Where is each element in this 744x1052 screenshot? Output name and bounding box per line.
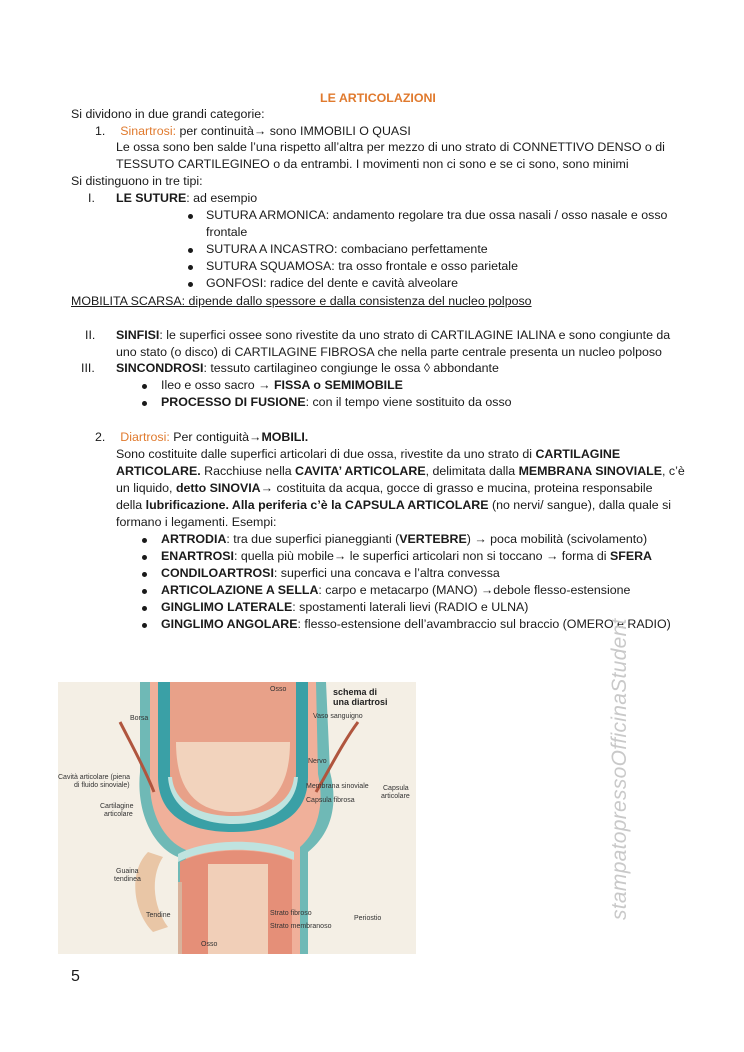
arrow-icon: →: [253, 124, 267, 138]
list-item: GINGLIMO ANGOLARE: flesso-estensione dell’avambraccio sul braccio (OMERO e RADIO): [161, 617, 671, 631]
diartrosi-heading: 2. Diartrosi: Per contiguità→MOBILI.: [95, 430, 309, 444]
figure-label: Osso: [270, 686, 287, 693]
list-item: ARTICOLAZIONE A SELLA: carpo e metacarpo (MANO) →debole flesso-estensione: [161, 583, 631, 597]
figure-label: Capsula: [383, 785, 409, 792]
bullet: [188, 282, 193, 287]
list-item: GINGLIMO LATERALE: spostamenti laterali lievi (RADIO e ULNA): [161, 600, 529, 614]
bullet: [188, 248, 193, 253]
arrow-icon: →: [249, 430, 262, 444]
figure-label: Vaso sanguigno: [313, 713, 363, 720]
figure-label: Tendine: [146, 912, 171, 919]
list-number: 1.: [95, 124, 106, 138]
suture-heading: LE SUTURE: ad esempio: [116, 191, 258, 205]
mobilita-note: MOBILITA SCARSA: dipende dallo spessore e dalla consistenza del nucleo polposo: [71, 294, 532, 308]
bullet: [142, 555, 147, 560]
figure-label: Borsa: [130, 715, 149, 722]
distinguono-text: Si distinguono in tre tipi:: [71, 174, 203, 188]
bullet: [142, 589, 147, 594]
sinartrosi-heading: 1. Sinartrosi: per continuità→ sono IMMOBILI O QUASI: [95, 124, 411, 138]
figure-label: articolare: [381, 793, 410, 800]
diartrosi-line-5: formano i legamenti. Esempi:: [116, 515, 277, 529]
figure-label: Capsula fibrosa: [306, 797, 355, 804]
arrow-icon: →: [258, 378, 271, 392]
intro-text: Si dividono in due grandi categorie:: [71, 107, 265, 121]
page-title: LE ARTICOLAZIONI: [320, 91, 436, 105]
list-item: Ileo e osso sacro → FISSA o SEMIMOBILE: [161, 378, 403, 392]
list-number: I.: [88, 191, 95, 205]
diartrosi-line-3: un liquido, detto SINOVIA→ costituita da acqua, gocce di grasso e mucina, proteina responsabile: [116, 481, 653, 495]
figure-label: Strato fibroso: [270, 910, 312, 917]
figure-label: Guaina: [116, 868, 139, 875]
diartrosi-line-1: Sono costituite dalle superfici articolari di due ossa, rivestite da uno strato di CARTILAGINE: [116, 447, 621, 461]
figure-label: Nervo: [308, 758, 327, 765]
diartrosi-line-2: ARTICOLARE. Racchiuse nella CAVITA’ ARTICOLARE, delimitata dalla MEMBRANA SINOVIALE, c’è: [116, 464, 685, 478]
list-number: III.: [81, 361, 95, 375]
sinfisi-line-1: SINFISI: le superfici ossee sono rivestite da uno strato di CARTILAGINE IALINA e sono congiunte da: [116, 328, 671, 342]
list-number: 2.: [95, 430, 106, 444]
list-item: SUTURA A INCASTRO: combaciano perfettamente: [206, 242, 488, 256]
diartrosi-term: Diartrosi:: [120, 430, 170, 444]
sinartrosi-desc-2: TESSUTO CARTILEGINEO o da entrambi. I movimenti non ci sono e se ci sono, sono minimi: [116, 157, 629, 171]
sinartrosi-term: Sinartrosi:: [120, 124, 177, 138]
bullet: [142, 401, 147, 406]
list-item: PROCESSO DI FUSIONE: con il tempo viene sostituito da osso: [161, 395, 512, 409]
list-item: frontale: [206, 225, 248, 239]
list-item: ARTRODIA: tra due superfici pianeggianti (VERTEBRE) → poca mobilità (scivolamento): [161, 532, 648, 546]
diartrosi-line-4: della lubrificazione. Alla periferia c’è la CAPSULA ARTICOLARE (no nervi/ sangue), dalla quale si: [116, 498, 672, 512]
figure-label: articolare: [104, 811, 133, 818]
bullet: [142, 384, 147, 389]
arrow-icon: →: [260, 481, 273, 495]
figure-label: Periostio: [354, 915, 382, 922]
figure-label: Membrana sinoviale: [306, 783, 369, 790]
figure-label: Osso: [201, 941, 218, 948]
figure-label: tendinea: [114, 876, 141, 883]
bullet: [142, 606, 147, 611]
figure-heading: schema di: [333, 687, 378, 697]
page-number: 5: [71, 968, 80, 985]
sincondrosi-line: SINCONDROSI: tessuto cartilagineo congiunge le ossa ◊ abbondante: [116, 361, 499, 375]
bullet: [188, 214, 193, 219]
figure-heading: una diartrosi: [333, 697, 388, 707]
watermark: stampatopressoOfficinaStudent: [608, 618, 631, 920]
list-number: II.: [85, 328, 96, 342]
list-item: SUTURA ARMONICA: andamento regolare tra due ossa nasali / osso nasale e osso: [206, 208, 668, 222]
bullet: [142, 623, 147, 628]
bullet: [142, 572, 147, 577]
bullet: [142, 538, 147, 543]
sinartrosi-desc-1: Le ossa sono ben salde l’una rispetto all’altra per mezzo di uno strato di CONNETTIVO DENSO o di: [116, 140, 665, 154]
sinfisi-line-2: uno stato (o disco) di CARTILAGINE FIBROSA che nella parte centrale presenta un nucleo polposo: [116, 345, 662, 359]
list-item: CONDILOARTROSI: superfici una concava e l’altra convessa: [161, 566, 500, 580]
list-item: GONFOSI: radice del dente e cavità alveolare: [206, 276, 459, 290]
diartrosi-figure: [58, 682, 416, 954]
figure-label: Strato membranoso: [270, 923, 332, 930]
bullet: [188, 265, 193, 270]
list-item: SUTURA SQUAMOSA: tra osso frontale e osso parietale: [206, 259, 518, 273]
figure-label: di fluido sinoviale): [74, 782, 130, 789]
figure-label: Cavità articolare (piena: [58, 774, 130, 781]
list-item: ENARTROSI: quella più mobile→ le superfici articolari non si toccano → forma di SFERA: [161, 549, 653, 563]
figure-label: Cartilagine: [100, 803, 134, 810]
